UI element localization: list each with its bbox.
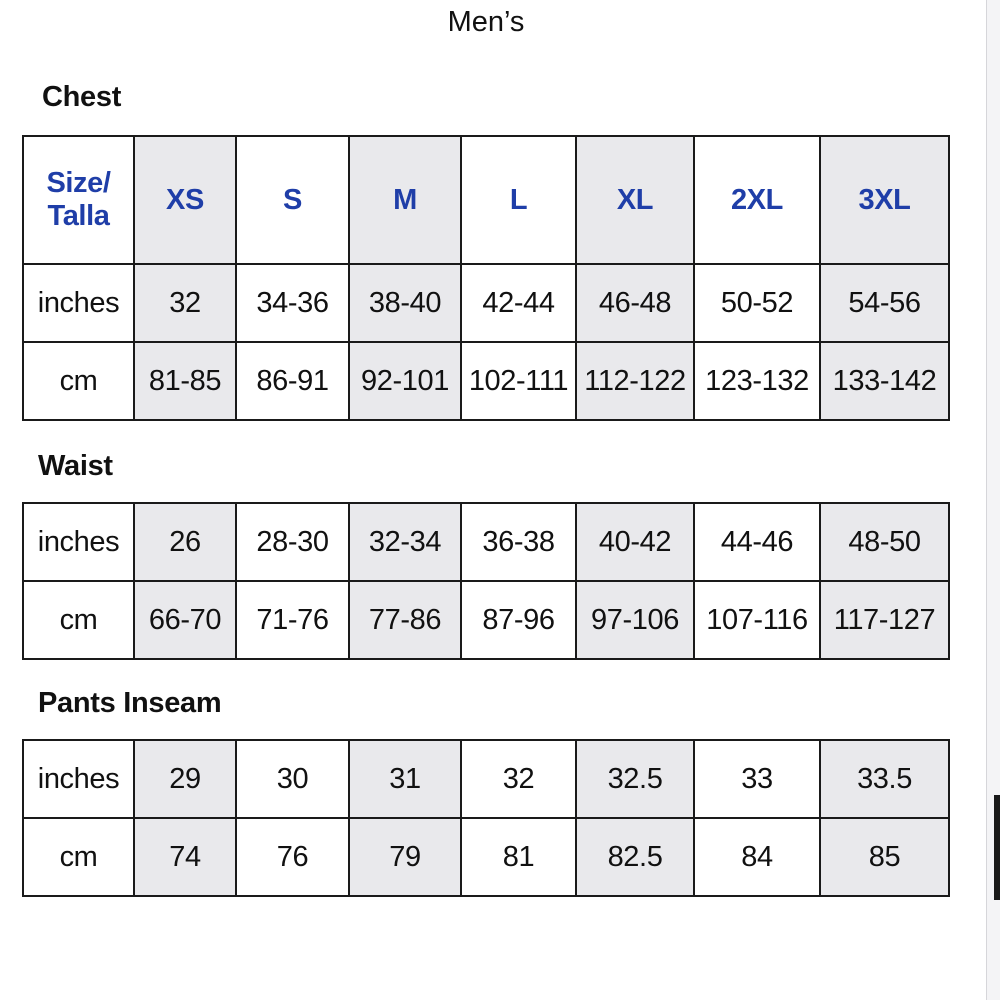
size-2xl-header: 2XL [694,136,820,264]
size-header-row [23,136,949,264]
table-cell: 31 [349,740,461,818]
section-title-chest: Chest [42,81,122,113]
table-cell: 66-70 [134,581,236,659]
size-s-header: S [236,136,349,264]
table-cell: 117-127 [820,581,949,659]
size-xl-header: XL [576,136,694,264]
inseam-cm-row [23,818,949,896]
table-cell: 48-50 [820,503,949,581]
table-cell: 112-122 [576,342,694,420]
chest-inches-row [23,264,949,342]
table-cell: 50-52 [694,264,820,342]
table-cell: 32 [461,740,576,818]
size-l-header: L [461,136,576,264]
table-cell: 86-91 [236,342,349,420]
table-cell: 92-101 [349,342,461,420]
table-cell: 82.5 [576,818,694,896]
row-label: inches [23,740,134,818]
waist-inches-row [23,503,949,581]
table-cell: 71-76 [236,581,349,659]
row-label: cm [23,581,134,659]
page-title: Men’s [447,6,525,38]
table-cell: 42-44 [461,264,576,342]
row-label: inches [23,264,134,342]
table-cell: 40-42 [576,503,694,581]
table-cell: 87-96 [461,581,576,659]
waist-cm-row [23,581,949,659]
size-xs-header: XS [134,136,236,264]
table-cell: 74 [134,818,236,896]
table-cell: 29 [134,740,236,818]
table-cell: 32 [134,264,236,342]
size-label-cell [23,136,134,264]
table-cell: 33 [694,740,820,818]
table-cell: 32-34 [349,503,461,581]
table-cell: 76 [236,818,349,896]
table-cell: 107-116 [694,581,820,659]
pants-inseam-size-table [22,739,950,897]
size-m-header: M [349,136,461,264]
table-cell: 34-36 [236,264,349,342]
size-3xl-header: 3XL [820,136,949,264]
section-title-pants-inseam: Pants Inseam [38,687,222,719]
section-title-waist: Waist [38,450,113,482]
table-cell: 30 [236,740,349,818]
table-cell: 123-132 [694,342,820,420]
table-cell: 38-40 [349,264,461,342]
row-label: inches [23,503,134,581]
table-cell: 36-38 [461,503,576,581]
table-cell: 79 [349,818,461,896]
row-label: cm [23,818,134,896]
table-cell: 46-48 [576,264,694,342]
chest-size-table [22,135,950,421]
table-cell: 102-111 [461,342,576,420]
table-cell: 33.5 [820,740,949,818]
table-cell: 28-30 [236,503,349,581]
table-cell: 81-85 [134,342,236,420]
inseam-inches-row [23,740,949,818]
size-label-line2: Talla [47,200,110,232]
chest-cm-row [23,342,949,420]
table-cell: 85 [820,818,949,896]
table-cell: 97-106 [576,581,694,659]
table-cell: 26 [134,503,236,581]
row-label: cm [23,342,134,420]
table-cell: 77-86 [349,581,461,659]
scrollbar-thumb[interactable] [994,795,1000,900]
table-cell: 54-56 [820,264,949,342]
table-cell: 32.5 [576,740,694,818]
table-cell: 133-142 [820,342,949,420]
size-label-line1: Size/ [46,167,111,199]
waist-size-table [22,502,950,660]
table-cell: 81 [461,818,576,896]
table-cell: 84 [694,818,820,896]
table-cell: 44-46 [694,503,820,581]
